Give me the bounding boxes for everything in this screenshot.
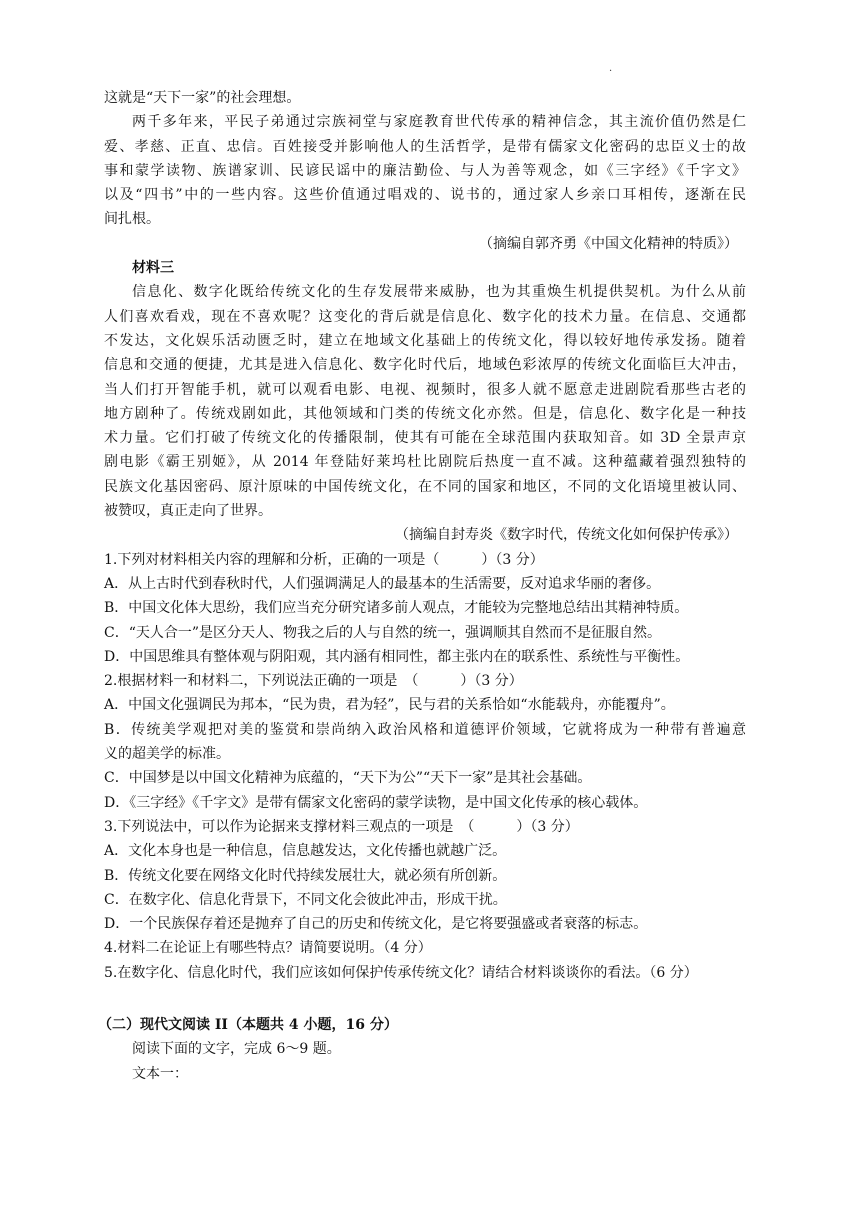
question-4: 4.材料二在论证上有哪些特点？请简要说明。（4 分） <box>104 940 432 957</box>
paragraph-line: 地方剧种了。传统戏剧如此，其他领域和门类的传统文化亦然。但是，信息化、数字化是一种技 <box>104 405 746 422</box>
paragraph-line: 不发达，文化娱乐活动匮乏时，建立在地域文化基础上的传统文化，得以较好地传承发扬。随着 <box>104 332 746 349</box>
question-stem: 2.根据材料一和材料二，下列说法正确的一项是 （ ）（3 分） <box>104 673 523 690</box>
material-2-tail <box>104 86 746 256</box>
option-b[interactable]: B．传统美学观把对美的鉴赏和崇尚纳入政治风格和道德评价领域，它就将成为一种带有普遍意 <box>104 721 746 738</box>
paragraph-line: 术力量。它们打破了传统文化的传播限制，使其有可能在全球范围内获取知音。如 3D 全景声京 <box>104 430 746 447</box>
paragraph-line: 民族文化基因密码、原汁原味的中国传统文化，在不同的国家和地区，不同的文化语境里被认同、 <box>104 478 746 495</box>
paragraph-line: 两千多年来，平民子弟通过宗族祠堂与家庭教育世代传承的精神信念，其主流价值仍然是仁 <box>132 114 746 131</box>
paragraph-line: 这就是“天下一家”的社会理想。 <box>104 90 301 106</box>
paragraph-line: 信息化、数字化既给传统文化的生存发展带来威胁，也为其重焕生机提供契机。为什么从前 <box>132 284 746 301</box>
option-a[interactable]: A．中国文化强调民为邦本，“民为贵，君为轻”，民与君的关系恰如“水能载舟，亦能覆舟”。 <box>104 697 675 714</box>
option-c[interactable]: C．中国梦是以中国文化精神为底蕴的，“天下为公”“天下一家”是其社会基础。 <box>104 770 592 787</box>
option-d[interactable]: D．《三字经》《千字文》是带有儒家文化密码的蒙学读物，是中国文化传承的核心载体。 <box>104 794 648 811</box>
section-instruction: 阅读下面的文字，完成 6～9 题。 <box>132 1041 341 1058</box>
option-c[interactable]: C．在数字化、信息化背景下，不同文化会彼此冲击，形成干扰。 <box>104 891 507 908</box>
paragraph-line: 事和蒙学读物、族谱家训、民谚民谣中的廉洁勤俭、与人为善等观念，如《三字经》《千字文》 <box>104 162 746 179</box>
paragraph-line: 间扎根。 <box>104 211 160 228</box>
question-3 <box>104 815 746 936</box>
question-stem: 1.下列对材料相关内容的理解和分析，正确的一项是（ ）（3 分） <box>104 551 544 568</box>
paragraph-line: 以及“四书”中的一些内容。这些价值通过唱戏的、说书的，通过家人乡亲口耳相传，逐渐在民 <box>104 187 746 204</box>
question-2 <box>104 669 746 815</box>
option-b-continued[interactable]: 义的超美学的标准。 <box>104 746 230 763</box>
source-citation: （摘编自封寿炎《数字时代，传统文化如何保护传承》） <box>395 527 738 544</box>
paragraph-line: 爱、孝慈、正直、忠信。百姓接受并影响他人的生活哲学，是带有儒家文化密码的忠臣义士的故 <box>104 138 746 155</box>
question-1 <box>104 548 746 669</box>
paragraph-line: 信息和交通的便捷，尤其是进入信息化、数字化时代后，地域色彩浓厚的传统文化面临巨大冲击， <box>104 357 746 374</box>
question-5: 5.在数字化、信息化时代，我们应该如何保护传承传统文化？请结合材料谈谈你的看法。（6 分） <box>104 964 698 981</box>
option-a[interactable]: A．从上古时代到春秋时代，人们强调满足人的最基本的生活需要，反对追求华丽的奢侈。 <box>104 575 661 592</box>
option-d[interactable]: D．中国思维具有整体观与阴阳观，其内涵有相同性，都主张内在的联系性、系统性与平衡性。 <box>104 648 690 665</box>
option-c[interactable]: C．“天人合一”是区分天人、物我之后的人与自然的统一，强调顺其自然而不是征服自然。 <box>104 624 662 641</box>
question-stem: 3.下列说法中，可以作为论据来支撑材料三观点的一项是 （ ）（3 分） <box>104 818 579 835</box>
option-b[interactable]: B．传统文化要在网络文化时代持续发展壮大，就必须有所创新。 <box>104 867 507 884</box>
section-title: （二）现代文阅读 II（本题共 4 小题，16 分） <box>98 1016 398 1033</box>
section-2 <box>98 1013 746 1086</box>
option-b[interactable]: B．中国文化体大思纷，我们应当充分研究诸多前人观点，才能较为完整地总结出其精神特质。 <box>104 600 689 617</box>
paragraph-line: 人们喜欢看戏，现在不喜欢呢？这变化的背后就是信息化、数字化的技术力量。在信息、交通都 <box>104 308 746 325</box>
option-a[interactable]: A．文化本身也是一种信息，信息越发达，文化传播也就越广泛。 <box>104 843 507 860</box>
paragraph-line: 剧电影《霸王别姬》，从 2014 年登陆好莱坞杜比剧院后热度一直不减。这种蕴藏着强烈独特的 <box>104 454 746 471</box>
option-d[interactable]: D．一个民族保存着还是抛弃了自己的历史和传统文化，是它将要强盛或者衰落的标志。 <box>104 916 648 933</box>
source-citation: （摘编自郭齐勇《中国文化精神的特质》） <box>479 235 738 252</box>
material-title: 材料三 <box>132 260 174 277</box>
section-spacer <box>104 985 746 1013</box>
material-3 <box>104 256 746 548</box>
text-label: 文本一： <box>132 1065 188 1082</box>
paragraph-line: 被赞叹，真正走向了世界。 <box>104 503 272 520</box>
header-mark: · <box>609 66 613 77</box>
document-body <box>98 86 746 1086</box>
paragraph-line: 当人们打开智能手机，就可以观看电影、电视、视频时，很多人就不愿意走进剧院看那些古老的 <box>104 381 746 398</box>
